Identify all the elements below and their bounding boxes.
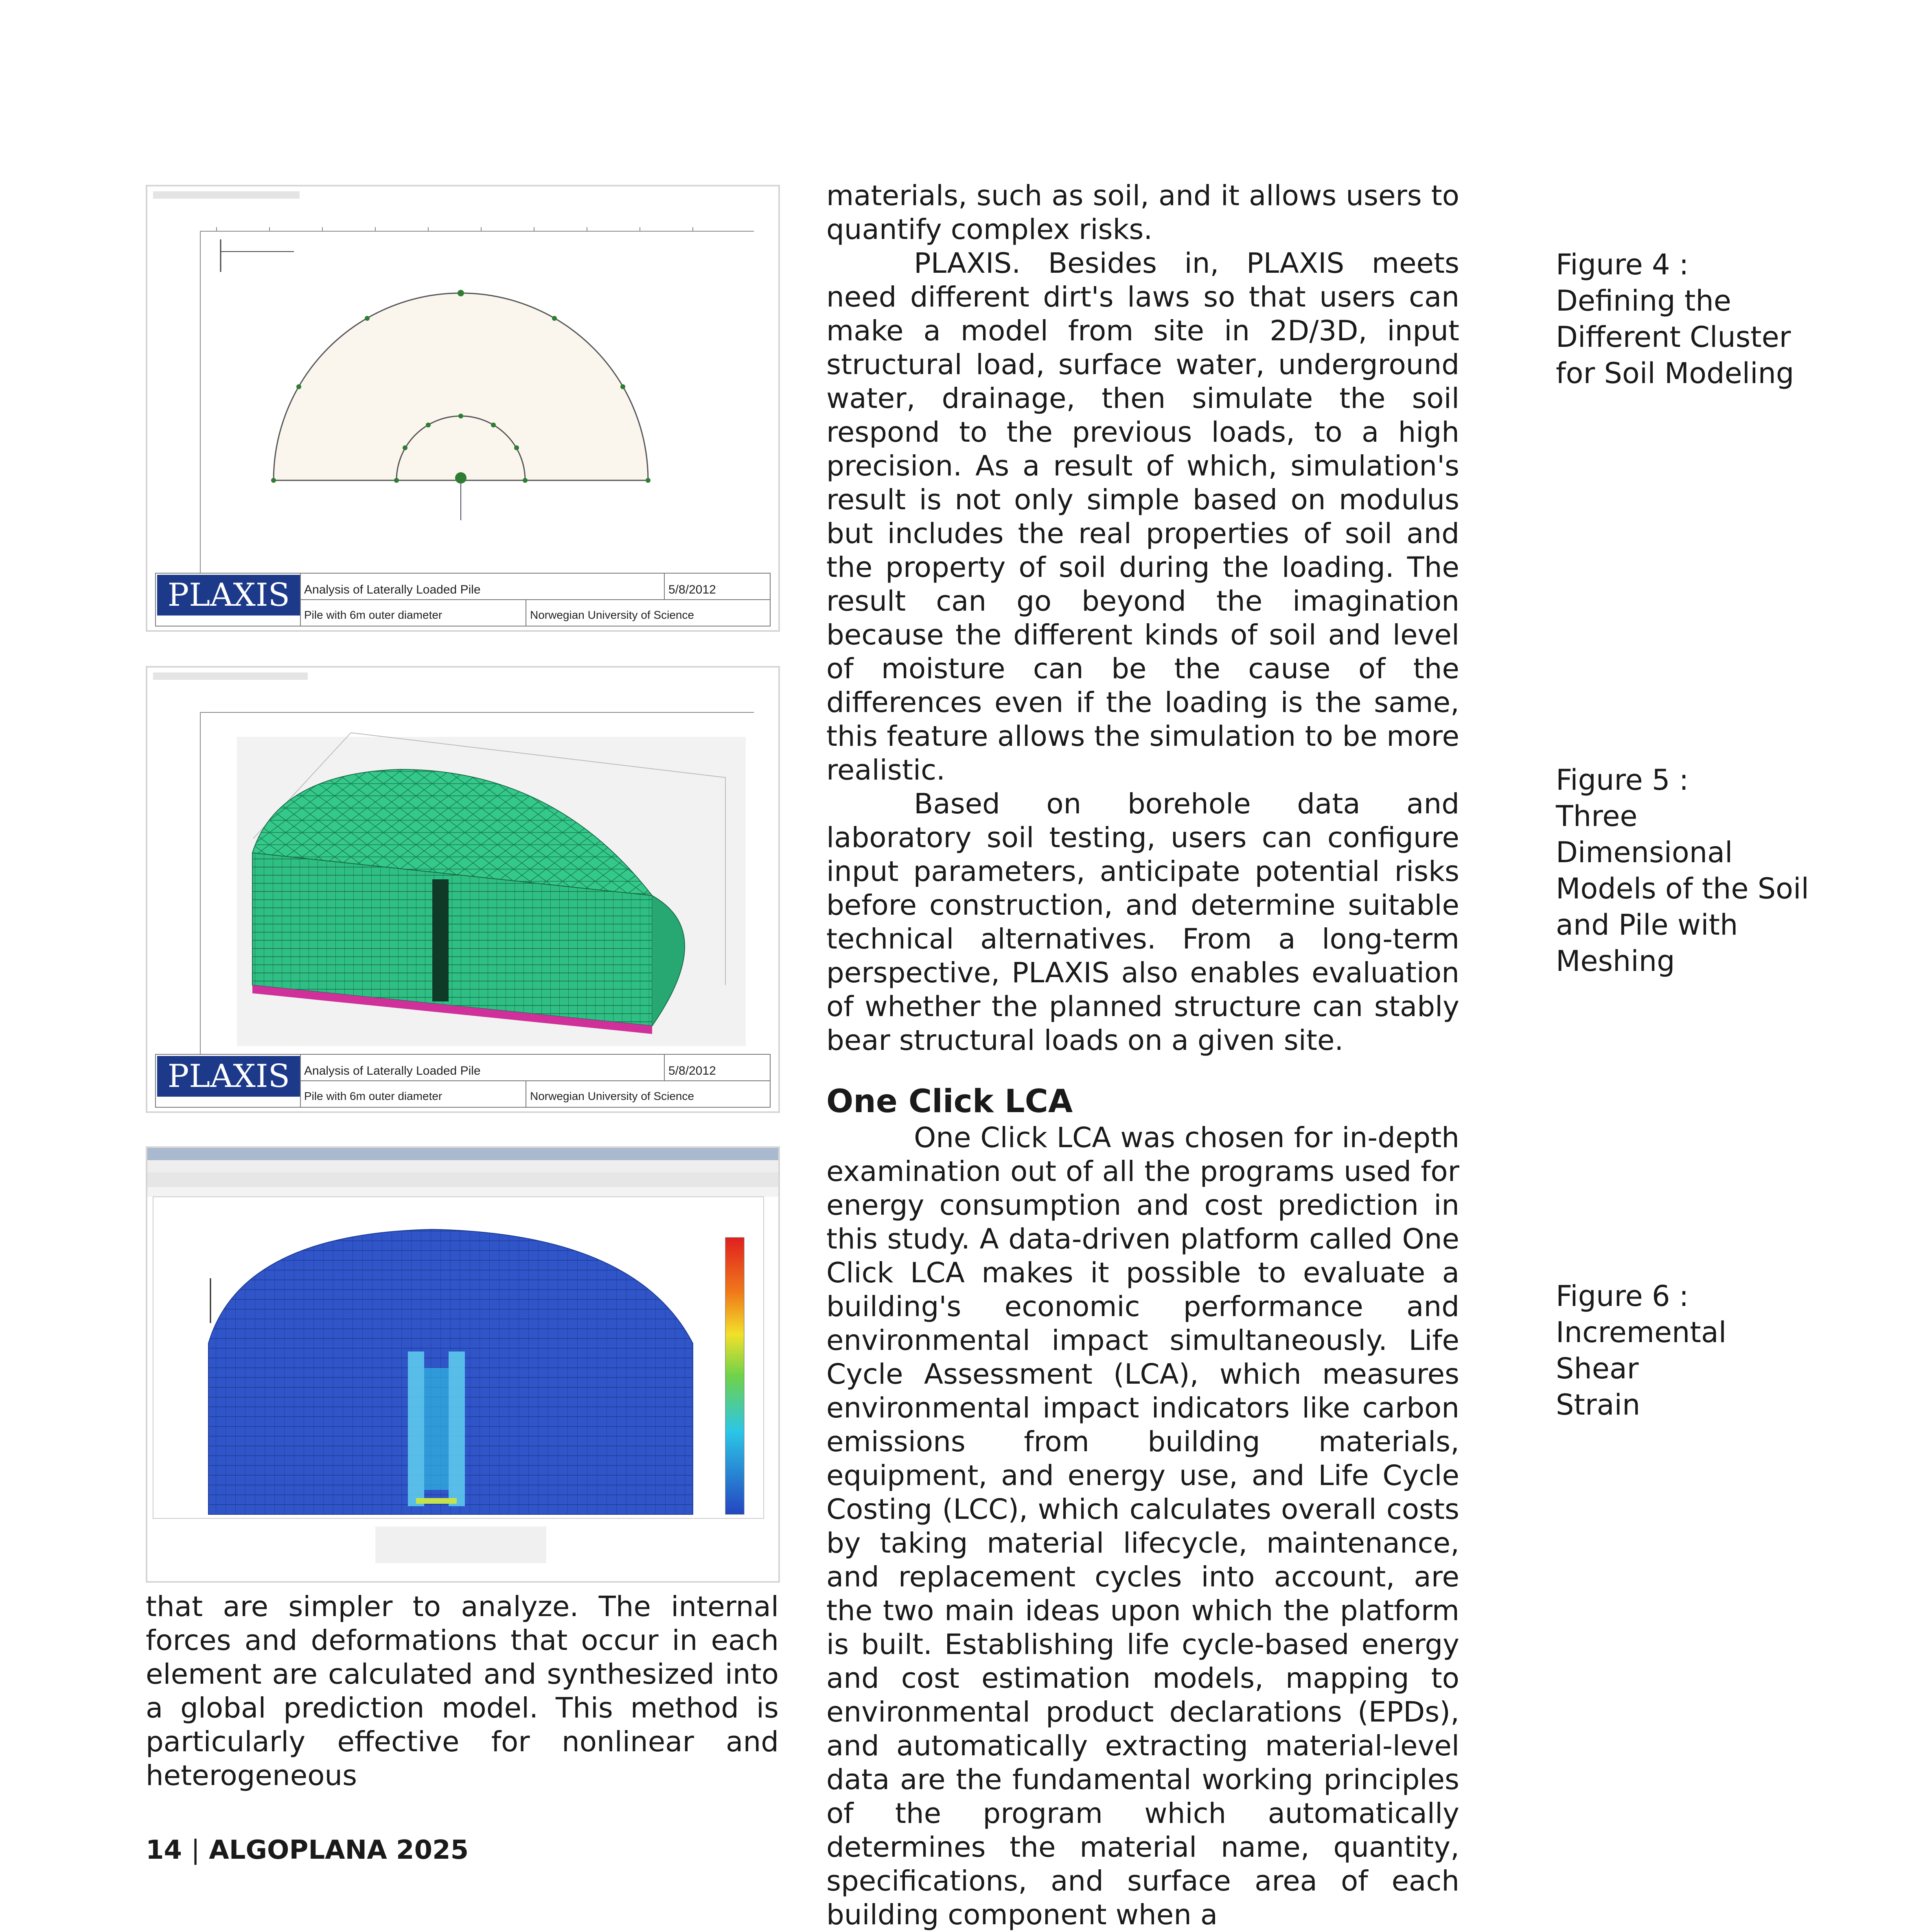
- soil-cluster-drawing: [147, 186, 778, 630]
- main-text-column: [826, 179, 1459, 1932]
- project-subtitle: Pile with 6m outer diameter: [304, 1090, 442, 1102]
- paragraph-continuation: materials, such as soil, and it allows users to quantify complex risks.: [826, 180, 1459, 246]
- plaxis-logo: PLAXIS: [167, 1058, 290, 1095]
- shear-strain-drawing: [147, 1148, 778, 1581]
- project-subtitle: Pile with 6m outer diameter: [304, 609, 442, 621]
- figure-5-caption: Figure 5 : Three Dimensional Models of the Soil and Pile with Meshing: [1556, 763, 1809, 978]
- paragraph-fem: that are simpler to analyze. The internal forces and deformations that occur in each element are calculated and synthesized into a global prediction model. This method is particularly effective for nonlinear and heterogeneous: [146, 1590, 779, 1792]
- figure-6-image: [146, 1146, 780, 1583]
- project-date: 5/8/2012: [668, 583, 716, 596]
- project-user: Norwegian University of Science: [530, 609, 694, 621]
- footer-separator: |: [191, 1835, 200, 1865]
- figure-4-image: [146, 185, 780, 632]
- figure-6-caption: Figure 6 : Incremental Shear Strain: [1556, 1279, 1727, 1422]
- section-heading: One Click LCA: [826, 1083, 1073, 1120]
- left-text-column: [146, 1590, 779, 1793]
- paragraph-one-click-lca: One Click LCA was chosen for in-depth examination out of all the programs used for energy consumption and cost prediction in this study. A data-driven platform called One Click LCA makes it possible to evaluate a building's economic performance and environmental impact simultaneously. Life Cycle Assessment (LCA), which measures environmental impact indicators like carbon emissions from building materials, equipment, and energy use, and Life Cycle Costing (LCC), which calculates overall costs by taking material lifecycle, maintenance, and replacement cycles into account, are the two main ideas upon which the platform is built. Establishing life cycle-based energy and cost estimation models, mapping to environmental product declarations (EPDs), and automatically extracting material-level data are the fundamental working principles of the program which automatically determines the material name, quantity, specifications, and surface area of each building component when a: [826, 1122, 1459, 1931]
- paragraph-plaxis: PLAXIS. Besides in, PLAXIS meets need different dirt's laws so that users can make a model from site in 2D/3D, input structural load, surface water, underground water, drainage, then simulate the soil respond to the previous loads, to a high precision. As a result of which, simulation's result is not only simple based on modulus but includes the real properties of soil and the property of soil during the loading. The result can go beyond the imagination because the different kinds of soil and level of moisture can be the cause of the differences even if the loading is the same, this feature allows the simulation to be more realistic.: [826, 247, 1459, 786]
- page-number: 14: [146, 1835, 182, 1865]
- project-title: Analysis of Laterally Loaded Pile: [304, 1064, 481, 1078]
- plaxis-logo: PLAXIS: [167, 577, 290, 613]
- project-date: 5/8/2012: [668, 1064, 716, 1078]
- soil-mesh-drawing: [147, 668, 778, 1111]
- page-footer: [146, 1835, 469, 1865]
- publication-name: ALGOPLANA 2025: [209, 1835, 469, 1865]
- figure-5-image: [146, 666, 780, 1113]
- project-title: Analysis of Laterally Loaded Pile: [304, 583, 481, 596]
- figure-4-caption: Figure 4 : Defining the Different Cluster for Soil Modeling: [1556, 248, 1794, 390]
- project-user: Norwegian University of Science: [530, 1090, 694, 1102]
- paragraph-borehole: Based on borehole data and laboratory soil testing, users can configure input parameters, anticipate potential risks before construction, and determine suitable technical alternatives. From a long-term perspective, PLAXIS also enables evaluation of whether the planned structure can stably bear structural loads on a given site.: [826, 788, 1459, 1057]
